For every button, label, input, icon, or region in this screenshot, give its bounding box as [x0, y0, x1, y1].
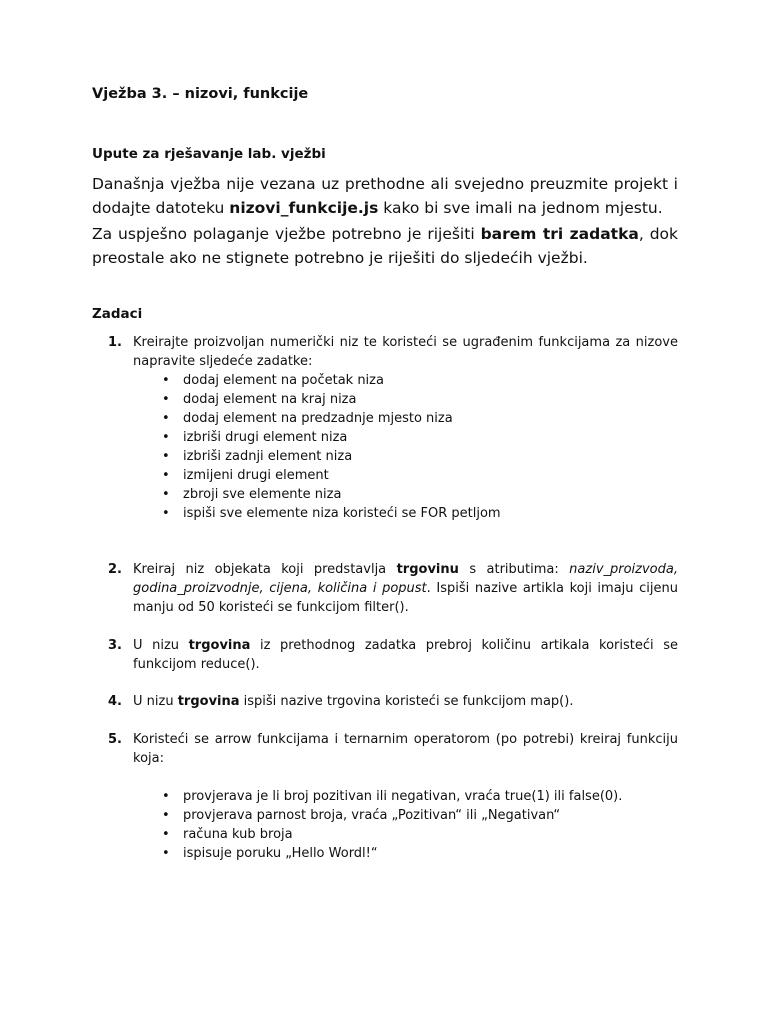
list-item: • dodaj element na predzadnje mjesto niza	[160, 409, 501, 428]
task-number: 2.	[108, 562, 122, 577]
attribute-list: naziv_proizvoda, godina_proizvodnje, cijena, količina i popust	[133, 562, 678, 596]
list-item: • ispiši sve elemente niza koristeći se FOR petljom	[160, 504, 501, 523]
list-item: • provjerava parnost broja, vraća „Pozitivan“ ili „Negativan“	[160, 806, 622, 825]
list-item: • ispisuje poruku „Hello Wordl!“	[160, 844, 622, 863]
file-name: nizovi_funkcije.js	[229, 199, 379, 217]
list-item: • dodaj element na početak niza	[160, 371, 501, 390]
task-text: Kreirajte proizvoljan numerički niz te koristeći se ugrađenim funkcijama za nizove napravite sljedeće zadatke:	[133, 335, 678, 369]
list-item: • računa kub broja	[160, 825, 622, 844]
task-text-part: U nizu	[133, 694, 178, 709]
intro-text-2: kako bi sve imali na jednom mjestu.	[378, 199, 663, 217]
task-1	[108, 333, 678, 371]
list-item: • zbroji sve elemente niza	[160, 485, 501, 504]
task-text: Koristeći se arrow funkcijama i ternarnim operatorom (po potrebi) kreiraj funkciju koja:	[133, 732, 678, 766]
list-item: • izbriši zadnji element niza	[160, 447, 501, 466]
requirement-text-1: Za uspješno polaganje vježbe potrebno je riješiti	[92, 225, 481, 243]
instructions-heading: Upute za rješavanje lab. vježbi	[92, 146, 326, 162]
list-item: • provjerava je li broj pozitivan ili negativan, vraća true(1) ili false(0).	[160, 787, 622, 806]
task-text-part: U nizu	[133, 638, 189, 653]
task-text	[133, 636, 678, 674]
task-5-list	[160, 787, 622, 863]
task-5	[108, 730, 678, 768]
tasks-heading: Zadaci	[92, 306, 143, 322]
requirement-bold: barem tri zadatka	[480, 225, 639, 243]
list-item: • izbriši drugi element niza	[160, 428, 501, 447]
requirement-paragraph	[92, 222, 678, 270]
task-number: 5.	[108, 732, 122, 747]
intro-paragraph	[92, 172, 678, 220]
intro-text-1: Današnja vježba nije vezana uz prethodne ali svejedno preuzmite projekt i dodajte datoteku	[92, 175, 678, 217]
document-title: Vježba 3. – nizovi, funkcije	[92, 86, 309, 102]
task-4	[108, 692, 678, 711]
task-text-part: s atributima:	[458, 562, 570, 577]
task-number: 1.	[108, 335, 122, 350]
task-text	[133, 692, 678, 711]
list-item: • dodaj element na kraj niza	[160, 390, 501, 409]
task-text-part: iz prethodnog zadatka prebroj količinu artikala koristeći se funkcijom reduce().	[133, 638, 678, 672]
task-number: 3.	[108, 638, 122, 653]
task-3	[108, 636, 678, 674]
task-text-part: ispiši nazive trgovina koristeći se funkcijom map().	[239, 694, 574, 709]
task-text-part: Kreiraj niz objekata koji predstavlja	[133, 562, 397, 577]
keyword-trgovina: trgovina	[177, 694, 240, 709]
task-2	[108, 560, 678, 617]
keyword-trgovinu: trgovinu	[396, 562, 459, 577]
keyword-trgovina: trgovina	[188, 638, 251, 653]
task-text-part: . Ispiši nazive artikla koji imaju cijenu manju od 50 koristeći se funkcijom filter().	[133, 581, 678, 615]
task-text	[133, 560, 678, 617]
list-item: • izmijeni drugi element	[160, 466, 501, 485]
task-number: 4.	[108, 694, 122, 709]
requirement-text-2: , dok preostale ako ne stignete potrebno je riješiti do sljedećih vježbi.	[92, 225, 679, 267]
task-1-list	[160, 371, 501, 523]
